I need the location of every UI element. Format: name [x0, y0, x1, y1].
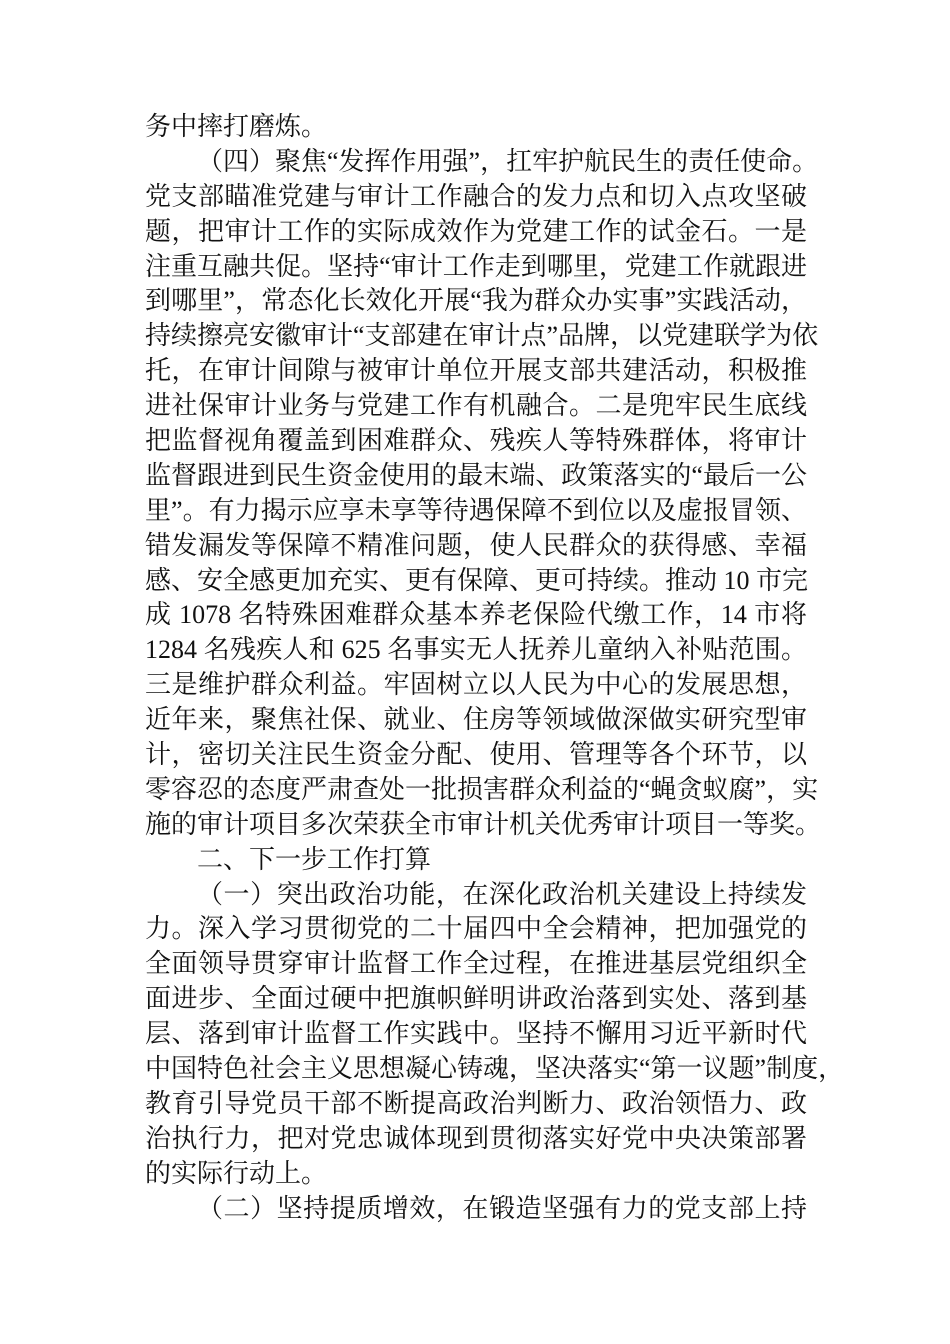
- paragraph-line: 的实际行动上。: [145, 1158, 328, 1188]
- paragraph-line: 近年来，聚焦社保、就业、住房等领域做深做实研究型审: [145, 705, 807, 735]
- paragraph-line: 三是维护群众利益。牢固树立以人民为中心的发展思想，: [145, 670, 807, 700]
- paragraph-line: 教育引导党员干部不断提高政治判断力、政治领悟力、政: [145, 1088, 807, 1118]
- paragraph-line: 持续擦亮安徽审计“支部建在审计点”品牌，以党建联学为依: [145, 321, 819, 351]
- paragraph-line: 面进步、全面过硬中把旗帜鲜明讲政治落到实处、落到基: [145, 984, 807, 1014]
- paragraph-line: 计，密切关注民生资金分配、使用、管理等各个环节，以: [145, 740, 807, 770]
- section-heading-line: （一）突出政治功能，在深化政治机关建设上持续发: [197, 879, 807, 909]
- document-body: [145, 110, 845, 1227]
- paragraph-line: 把监督视角覆盖到困难群众、残疾人等特殊群体，将审计: [145, 426, 807, 456]
- paragraph-line: 1284 名残疾人和 625 名事实无人抚养儿童纳入补贴范围。: [145, 635, 807, 665]
- paragraph-line: 进社保审计业务与党建工作有机融合。二是兜牢民生底线: [145, 391, 807, 421]
- paragraph-line: 感、安全感更加充实、更有保障、更可持续。推动 10 市完: [145, 565, 809, 595]
- paragraph-line: 到哪里”，常态化长效化开展“我为群众办实事”实践活动，: [145, 286, 807, 316]
- section-heading-line: （四）聚焦“发挥作用强”，扛牢护航民生的责任使命。: [197, 146, 819, 176]
- paragraph-line: 力。深入学习贯彻党的二十届四中全会精神，把加强党的: [145, 914, 807, 944]
- paragraph-line: 全面领导贯穿审计监督工作全过程，在推进基层党组织全: [145, 949, 807, 979]
- paragraph-line: 注重互融共促。坚持“审计工作走到哪里，党建工作就跟进: [145, 251, 807, 281]
- paragraph-line: 务中摔打磨炼。: [145, 112, 328, 141]
- paragraph-line: 施的审计项目多次荣获全市审计机关优秀审计项目一等奖。: [145, 809, 822, 839]
- paragraph-line: 里”。有力揭示应享未享等待遇保障不到位以及虚报冒领、: [145, 495, 807, 525]
- paragraph-line: 成 1078 名特殊困难群众基本养老保险代缴工作，14 市将: [145, 600, 807, 630]
- section-heading-line: （二）坚持提质增效，在锻造坚强有力的党支部上持: [197, 1193, 807, 1223]
- paragraph-line: 错发漏发等保障不精准问题，使人民群众的获得感、幸福: [145, 530, 807, 560]
- paragraph-line: 题，把审计工作的实际成效作为党建工作的试金石。一是: [145, 216, 807, 246]
- paragraph-line: 中国特色社会主义思想凝心铸魂，坚决落实“第一议题”制度，: [145, 1054, 845, 1084]
- paragraph-line: 治执行力，把对党忠诚体现到贯彻落实好党中央决策部署: [145, 1123, 807, 1153]
- chapter-heading: 二、下一步工作打算: [197, 844, 432, 874]
- paragraph-line: 托，在审计间隙与被审计单位开展支部共建活动，积极推: [145, 356, 807, 386]
- paragraph-line: 零容忍的态度严肃查处一批损害群众利益的“蝇贪蚁腐”，实: [145, 774, 819, 804]
- paragraph-line: 层、落到审计监督工作实践中。坚持不懈用习近平新时代: [145, 1019, 807, 1049]
- paragraph-line: 党支部瞄准党建与审计工作融合的发力点和切入点攻坚破: [145, 181, 807, 211]
- paragraph-line: 监督跟进到民生资金使用的最末端、政策落实的“最后一公: [145, 460, 807, 490]
